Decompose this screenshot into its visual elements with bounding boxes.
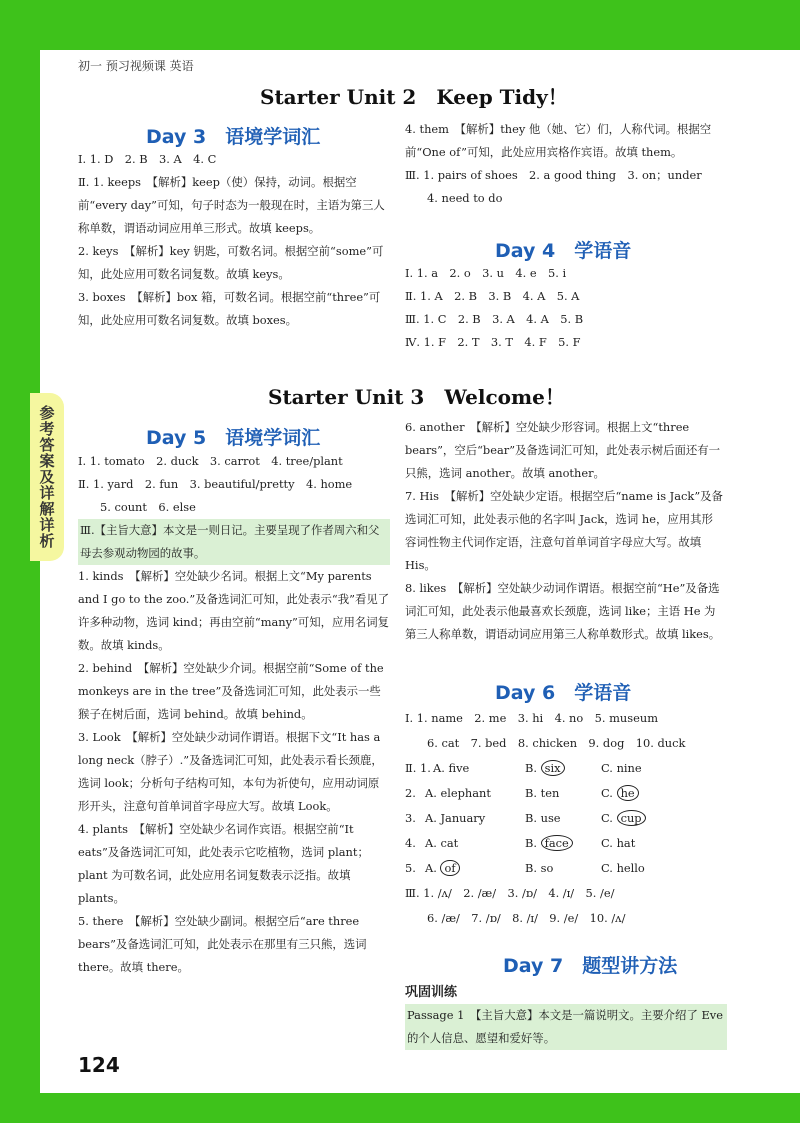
choice-option-a: A. January	[425, 811, 486, 825]
day5-item8: 8. likes 【解析】空处缺少动词作谓语。根据空前“He”及备选词汇可知，此处表示他最喜欢长颈鹿，选词 like；主语 He 为第三人称单数，谓语动词应用第三人称单数形式。故填 likes。	[405, 581, 721, 641]
day5-right	[405, 416, 723, 646]
day5-item2: 2. behind 【解析】空处缺少介词。根据空前“Some of the monkeys are in the tree”及备选词汇可知，此处表示一些猴子在树后面，选词 behind。故填 behind。	[78, 661, 384, 721]
option-word: hello	[616, 861, 645, 875]
side-tab-label: 参考答案及详解详析	[37, 405, 56, 549]
option-word: ten	[540, 786, 560, 800]
choice-number: 5.	[405, 861, 416, 875]
option-word: elephant	[440, 786, 491, 800]
day6-body	[405, 706, 723, 931]
green-left-border	[0, 0, 40, 1123]
option-word: use	[540, 811, 561, 825]
choice-row	[405, 806, 723, 831]
day6-title: Day 6 学语音	[495, 682, 632, 704]
unit3-title: Starter Unit 3 Welcome！	[268, 385, 565, 409]
choice-number: 2.	[405, 786, 416, 800]
option-word: hat	[616, 836, 636, 850]
day5-title: Day 5 语境学词汇	[146, 427, 321, 449]
day5-sec2-a: Ⅱ. 1. yard 2. fun 3. beautiful/pretty 4. home	[78, 477, 353, 491]
green-top-border	[0, 0, 800, 50]
choice-option-b: B. six	[525, 756, 601, 781]
day6-sec3-a: Ⅲ. 1. /ʌ/ 2. /æ/ 3. /ɒ/ 4. /ɪ/ 5. /e/	[405, 886, 615, 900]
day3-right	[405, 118, 723, 210]
day4-title: Day 4 学语音	[495, 240, 632, 262]
choice-option-a: A. cat	[425, 836, 459, 850]
day7-subtitle: 巩固训练	[405, 985, 458, 1000]
option-word: January	[440, 811, 486, 825]
day5-item1: 1. kinds 【解析】空处缺少名词。根据上文“My parents and I go to the zoo.”及备选词汇可知，此处表示“我”看见了许多种动物，选词 kind；再由空前“many”可知，应用名词复数。故填 kinds。	[78, 569, 390, 652]
day4-line4: Ⅳ. 1. F 2. T 3. T 4. F 5. F	[405, 335, 581, 349]
day3-body	[78, 148, 390, 332]
day7-title: Day 7 题型讲方法	[503, 955, 678, 977]
choice-number: 4.	[405, 836, 416, 850]
day3-title: Day 3 语境学词汇	[146, 126, 321, 148]
day3-item3: 3. boxes 【解析】box 箱，可数名词。根据空前“three”可知，此处应用可数名词复数。故填 boxes。	[78, 290, 381, 327]
day5-body	[78, 450, 390, 979]
circled-word: of	[440, 860, 459, 876]
day3-item4: 4. them 【解析】they 他（她、它）们，人称代词。根据空前“One of”可知，此处应用宾格作宾语。故填 them。	[405, 122, 712, 159]
choice-row	[405, 831, 723, 856]
choice-row	[405, 781, 723, 806]
choice-option-a: A. elephant	[425, 786, 491, 800]
option-word: so	[540, 861, 554, 875]
day5-sec1: Ⅰ. 1. tomato 2. duck 3. carrot 4. tree/plant	[78, 454, 343, 468]
day4-body	[405, 262, 723, 354]
choice-option-c: C. cup	[601, 806, 677, 831]
day4-line2: Ⅱ. 1. A 2. B 3. B 4. A 5. A	[405, 289, 580, 303]
day5-item4: 4. plants 【解析】空处缺少名词作宾语。根据空前“It eats”及备选词汇可知，此处表示它吃植物，选词 plant；plant 为可数名词，此处应用名词复数表示泛指。故填 plants。	[78, 822, 369, 905]
choice-option-c: C. nine	[601, 761, 642, 775]
day6-sec1-b: 6. cat 7. bed 8. chicken 9. dog 10. duck	[427, 736, 686, 750]
day3-sec1: Ⅰ. 1. D 2. B 3. A 4. C	[78, 152, 217, 166]
choice-option-b: B. so	[525, 861, 554, 875]
day6-sec2	[405, 756, 723, 881]
day5-item5: 5. there 【解析】空处缺少副词。根据空后“are three bears”及备选词汇可知，此处表示在那里有三只熊，选词 there。故填 there。	[78, 914, 367, 974]
choice-option-a: A. of	[425, 856, 525, 881]
day6-sec1-a: Ⅰ. 1. name 2. me 3. hi 4. no 5. museum	[405, 711, 658, 725]
day3-sec3-line1: Ⅲ. 1. pairs of shoes 2. a good thing 3. on；under	[405, 168, 702, 182]
day5-sec3-summary: Ⅲ.【主旨大意】本文是一则日记。主要呈现了作者周六和父母去参观动物园的故事。	[78, 519, 390, 565]
choice-row	[405, 756, 723, 781]
choice-number: 3.	[405, 811, 416, 825]
circled-word: cup	[617, 810, 646, 826]
option-word: cat	[440, 836, 459, 850]
choice-option-b: B. use	[525, 811, 561, 825]
option-word: nine	[616, 761, 642, 775]
side-tab	[30, 393, 64, 561]
day3-sec2-item1: Ⅱ. 1. keeps 【解析】keep（使）保持，动词。根据空前“every day”可知，句子时态为一般现在时，主语为第三人称单数，谓语动词应用单三形式。故填 keeps。	[78, 175, 385, 235]
header-label: 初一 预习视频课 英语	[78, 59, 194, 73]
circled-word: face	[541, 835, 573, 851]
day4-line3: Ⅲ. 1. C 2. B 3. A 4. A 5. B	[405, 312, 584, 326]
choice-option-c: C. hello	[601, 861, 645, 875]
day5-sec2-b: 5. count 6. else	[100, 500, 196, 514]
green-bottom-border	[0, 1093, 800, 1123]
day3-item2: 2. keys 【解析】key 钥匙，可数名词。根据空前“some”可知，此处应用可数名词复数。故填 keys。	[78, 244, 384, 281]
choice-option-b: B. ten	[525, 786, 560, 800]
circled-word: six	[541, 760, 565, 776]
choice-option-a: A. five	[433, 761, 470, 775]
choice-option-b: B. face	[525, 831, 601, 856]
day3-sec3-line2: 4. need to do	[427, 191, 503, 205]
day6-sec3-b: 6. /æ/ 7. /ɒ/ 8. /ɪ/ 9. /e/ 10. /ʌ/	[427, 911, 626, 925]
page-number: 124	[78, 1053, 120, 1077]
choice-row	[405, 856, 723, 881]
unit2-title: Starter Unit 2 Keep Tidy！	[260, 85, 568, 109]
day4-line1: Ⅰ. 1. a 2. o 3. u 4. e 5. i	[405, 266, 567, 280]
day7-passage-summary: Passage 1 【主旨大意】本文是一篇说明文。主要介绍了 Eve 的个人信息、愿望和爱好等。	[405, 1004, 727, 1050]
option-word: five	[448, 761, 470, 775]
circled-word: he	[617, 785, 639, 801]
choice-option-c: C. he	[601, 781, 677, 806]
day5-item7: 7. His 【解析】空处缺少定语。根据空后“name is Jack”及备选词汇可知，此处表示他的名字叫 Jack，选词 he，应用其形容词性物主代词作定语，注意句首单词首字母应大写。故填 His。	[405, 489, 723, 572]
choice-option-c: C. hat	[601, 836, 636, 850]
day5-item3: 3. Look 【解析】空处缺少动词作谓语。根据下文“It has a long neck（脖子）.”及备选词汇可知，此处表示看长颈鹿，选词 look；分析句子结构可知，本句为祈使句，应用动词原形开头，注意句首单词首字母应大写。故填 Look。	[78, 730, 383, 813]
day5-item6: 6. another 【解析】空处缺少形容词。根据上文“three bears”，空后“bear”及备选词汇可知，此处表示树后面还有一只熊，选词 another。故填 another。	[405, 420, 721, 480]
choice-number: Ⅱ. 1.	[405, 761, 431, 775]
